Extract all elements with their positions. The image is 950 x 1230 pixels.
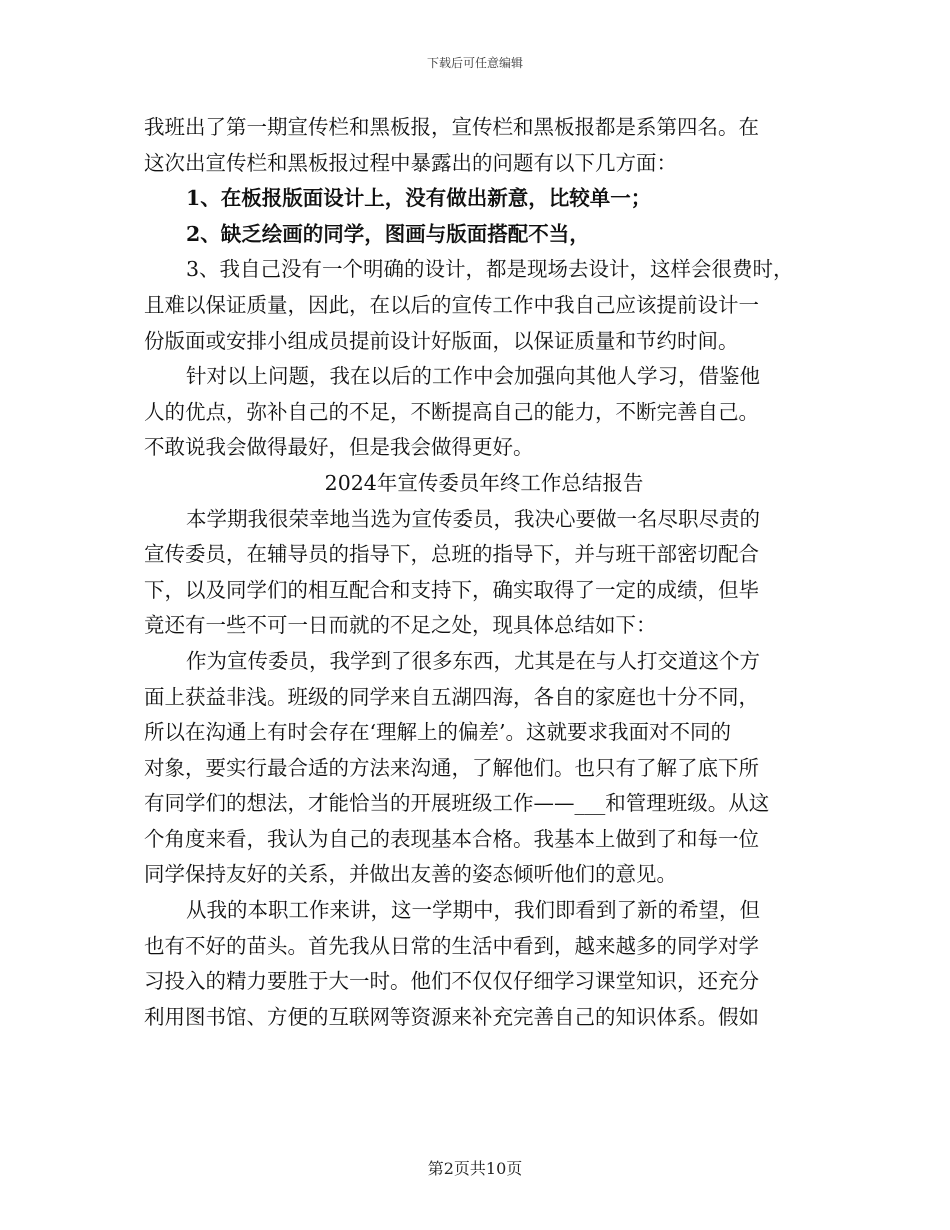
document-body [144,110,824,1035]
paragraph-line: 所以在沟通上有时会存在‘理解上的偏差’。这就要求我面对不同的 [144,720,732,745]
list-item-3-line: 且难以保证质量，因此，在以后的宣传工作中我自己应该提前设计一 [144,292,759,317]
paragraph-line: 作为宣传委员，我学到了很多东西，尤其是在与人打交道这个方 [186,648,760,673]
paragraph-line: 从我的本职工作来讲，这一学期中，我们即看到了新的希望，但 [186,898,760,923]
paragraph-line: 也有不好的苗头。首先我从日常的生活中看到，越来越多的同学对学 [144,933,759,958]
paragraph-line: 对象，要实行最合适的方法来沟通，了解他们。也只有了解了底下所 [144,755,759,780]
paragraph-line: 我班出了第一期宣传栏和黑板报，宣传栏和黑板报都是系第四名。在 [144,115,759,139]
list-item-2: 2、缺乏绘画的同学，图画与版面搭配不当， [186,221,590,246]
paragraph-line: 同学保持友好的关系，并做出友善的姿态倾听他们的意见。 [144,862,677,887]
section-title: 2024年宣传委员年终工作总结报告 [324,470,644,495]
paragraph-line: 竟还有一些不可一日而就的不足之处，现具体总结如下： [144,613,657,638]
paragraph-line: 本学期我很荣幸地当选为宣传委员，我决心要做一名尽职尽责的 [186,506,760,531]
paragraph-line: 面上获益非浅。班级的同学来自五湖四海，各自的家庭也十分不同， [144,684,759,709]
list-item-1: 1、在板报版面设计上，没有做出新意，比较单一； [186,186,652,211]
list-item-3-line: 份版面或安排小组成员提前设计好版面，以保证质量和节约时间。 [144,328,739,353]
paragraph-line: 针对以上问题，我在以后的工作中会加强向其他人学习，借鉴他 [186,364,760,389]
paragraph-line: 不敢说我会做得最好，但是我会做得更好。 [144,435,534,460]
paragraph-line: 宣传委员，在辅导员的指导下，总班的指导下，并与班干部密切配合 [144,542,759,567]
page-header: 下载后可任意编辑 [426,56,523,70]
paragraph-line: 习投入的精力要胜于大一时。他们不仅仅仔细学习课堂知识，还充分 [144,969,759,994]
list-item-3-line: 3、我自己没有一个明确的设计，都是现场去设计，这样会很费时， [186,257,794,282]
paragraph-line: 下，以及同学们的相互配合和支持下，确实取得了一定的成绩，但毕 [144,577,759,602]
paragraph-line: 有同学们的想法，才能恰当的开展班级工作——___和管理班级。从这 [144,791,770,816]
page-footer: 第2页共10页 [427,1159,523,1178]
paragraph-line: 利用图书馆、方便的互联网等资源来补充完善自己的知识体系。假如 [144,1004,759,1029]
paragraph-line: 人的优点，弥补自己的不足，不断提高自己的能力，不断完善自己。 [144,399,759,424]
paragraph-line: 这次出宣传栏和黑板报过程中暴露出的问题有以下几方面： [144,150,677,175]
paragraph-line: 个角度来看，我认为自己的表现基本合格。我基本上做到了和每一位 [144,826,759,851]
